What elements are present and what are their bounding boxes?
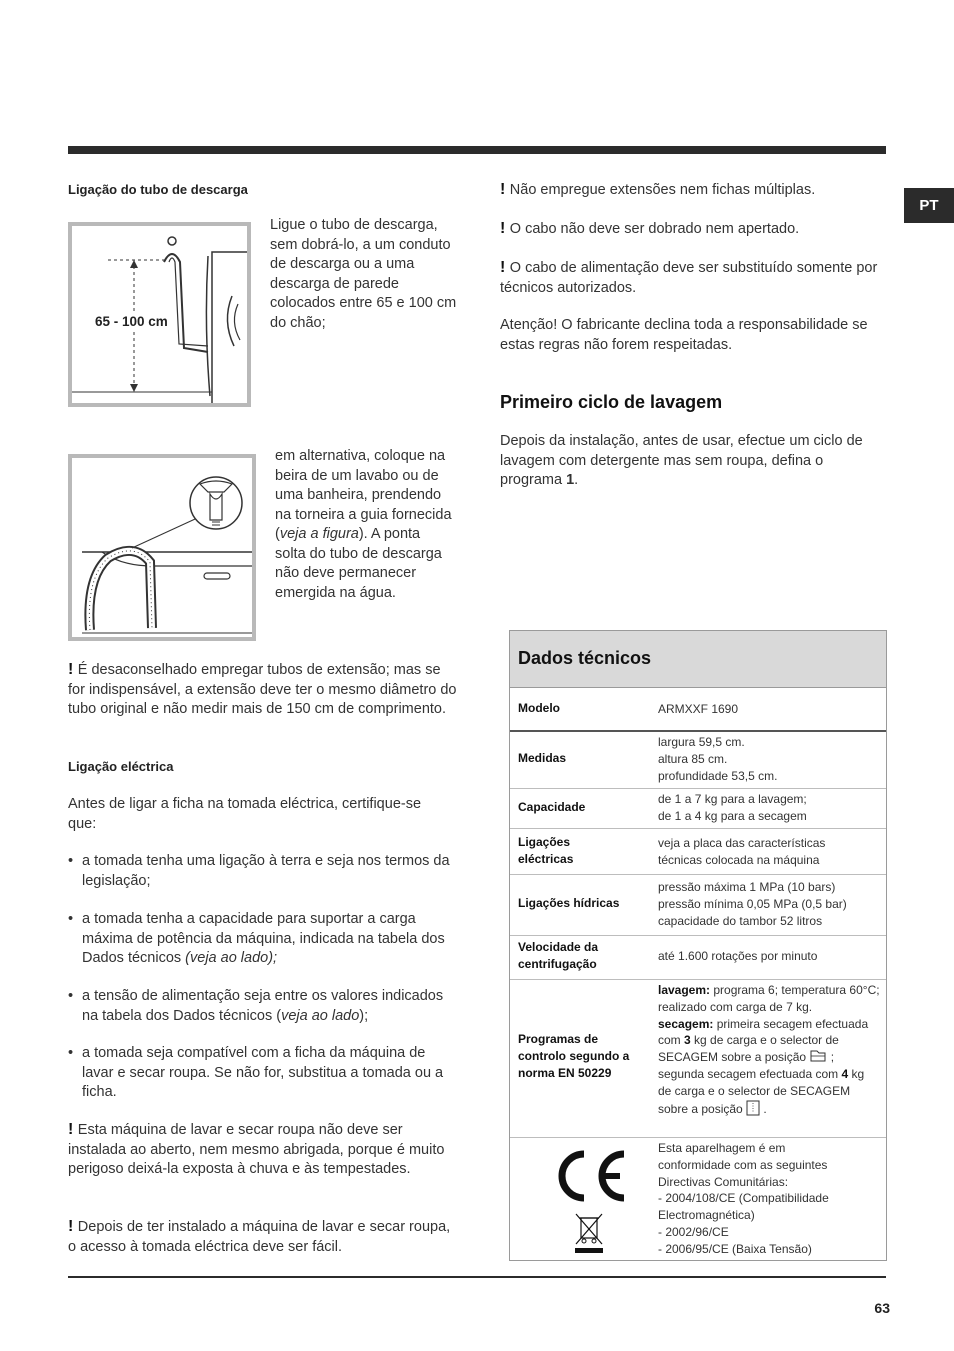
table-row: Ligações eléctricas veja a placa das características técnicas colocada na máquina (510, 829, 886, 875)
sink-hose-figure (68, 454, 256, 641)
electric-heading: Ligação eléctrica (68, 759, 174, 774)
height-range-label: 65 - 100 cm (95, 314, 168, 329)
warning-extension: ! É desaconselhado empregar tubos de extensão; mas se for indispensável, a extensão deve ter o mesmo diâmetro do tubo original e não medir mais de 150 cm de comprimento. (68, 661, 457, 717)
bullet-earth: • a tomada tenha uma ligação à terra e seja nos termos da legislação; (68, 853, 450, 889)
ce-mark-icon (550, 1146, 630, 1211)
first-cycle-heading: Primeiro ciclo de lavagem (500, 392, 723, 412)
table-row: Capacidade de 1 a 7 kg para a lavagem; de 1 a 4 kg para a secagem (510, 789, 886, 829)
table-row (510, 1138, 886, 1260)
warning-outdoor: ! Esta máquina de lavar e secar roupa não deve ser instalada ao aberto, nem mesmo abrigada, porque é muito perigoso deixá-la exposta à chuva e às tempestades. (68, 1121, 445, 1177)
weee-bin-icon (574, 1212, 604, 1261)
table-row: Programas de controlo segundo a norma EN 50229 lavagem: programa 6; temperatura 60°C; realizado com carga de 7 kg. secagem: primeira secagem efectuada com 3 kg de carga e o selector de SECAGEM sobre a posição ; segunda secagem efectuada com 4 kg de carga e o selector de SECAGEM sobre a posição . (510, 980, 886, 1138)
tech-data-table (509, 630, 887, 1261)
table-row: Modelo ARMXXF 1690 (510, 688, 886, 732)
first-cycle-text: Depois da instalação, antes de usar, efectue um ciclo de lavagem com detergente mas sem roupa, defina o programa 1. (500, 433, 863, 488)
drying-position-icon-2 (746, 1100, 760, 1116)
table-row: Medidas largura 59,5 cm. altura 85 cm. profundidade 53,5 cm. (510, 732, 886, 789)
attention-note: Atenção! O fabricante declina toda a responsabilidade se estas regras não forem respeitadas. (500, 317, 868, 353)
bullet-capacity: • a tomada tenha a capacidade para suportar a carga máxima de potência da máquina, indicada na tabela dos Dados técnicos (veja ao lado); (68, 911, 445, 966)
programs-description: lavagem: programa 6; temperatura 60°C; realizado com carga de 7 kg. secagem: primeira secagem efectuada com 3 kg de carga e o selector de SECAGEM sobre a posição ; segunda secagem efectuada com 4 kg de carga e o selector de SECAGEM sobre a posição . (658, 983, 880, 1116)
conformity-text: Esta aparelhagem é em conformidade com as seguintes Directivas Comunitárias: - 2004/108/CE (Compatibilidade Electromagnética) - 2002/96/CE - 2006/95/CE (Baixa Tensão) (658, 1141, 829, 1256)
drying-position-icon-1 (809, 1049, 827, 1063)
bottom-rule (68, 1276, 886, 1278)
drain-text-wall: Ligue o tubo de descarga, sem dobrá-lo, a um conduto de descarga ou a uma descarga de parede colocados entre 65 e 100 cm do chão; (270, 217, 457, 331)
warning-cable-bend: ! O cabo não deve ser dobrado nem apertado. (500, 220, 800, 237)
sink-hose-illustration (72, 458, 252, 637)
table-row: Ligações hídricas pressão máxima 1 MPa (10 bars) pressão mínima 0,05 MPa (0,5 bar) capacidade do tambor 52 litros (510, 875, 886, 936)
language-tab: PT (904, 188, 954, 223)
warning-access: ! Depois de ter instalado a máquina de lavar e secar roupa, o acesso à tomada eléctrica deve ser fácil. (68, 1218, 451, 1255)
electric-intro: Antes de ligar a ficha na tomada eléctrica, certifique-se que: (68, 796, 422, 832)
tech-table-title: Dados técnicos (518, 648, 652, 668)
drain-height-figure (68, 222, 251, 407)
top-rule (68, 146, 886, 154)
bullet-plug: • a tomada seja compatível com a ficha da máquina de lavar e secar roupa. Se não for, substitua a tomada ou a ficha. (68, 1045, 444, 1100)
page-number: 63 (874, 1300, 890, 1316)
warning-cable-replace: ! O cabo de alimentação deve ser substituído somente por técnicos autorizados. (500, 259, 878, 296)
tech-table-header (510, 631, 886, 688)
drain-text-sink: em alternativa, coloque na beira de um lavabo ou de uma banheira, prendendo na torneira a guia fornecida (veja a figura). A ponta solta do tubo de descarga não deve permanecer emergida na água. (275, 448, 452, 601)
drain-heading: Ligação do tubo de descarga (68, 182, 248, 197)
bullet-voltage: • a tensão de alimentação seja entre os valores indicados na tabela dos Dados técnicos (veja ao lado); (68, 988, 444, 1024)
table-row: Velocidade da centrifugação até 1.600 rotações por minuto (510, 936, 886, 980)
warning-extensions: ! Não empregue extensões nem fichas múltiplas. (500, 181, 816, 198)
